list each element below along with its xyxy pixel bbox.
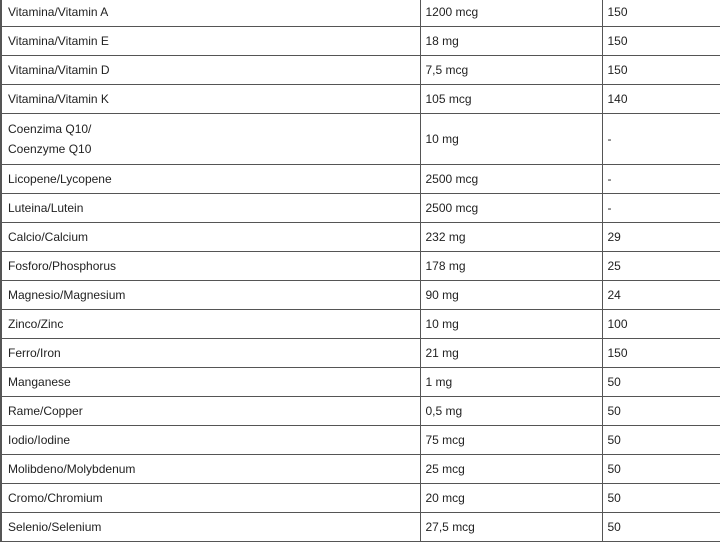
nutrient-name: Iodio/Iodine	[8, 433, 71, 447]
nutrient-name-cell	[1, 281, 420, 310]
table-row	[1, 281, 720, 310]
nutrient-rda-percent: 150	[602, 27, 720, 56]
nutrient-name: Zinco/Zinc	[8, 317, 64, 331]
nutrient-amount: 2500 mcg	[420, 165, 602, 194]
table-row	[1, 426, 720, 455]
table-row	[1, 114, 720, 165]
nutrient-name: Coenzima Q10/	[8, 122, 92, 136]
nutrient-name: Selenio/Selenium	[8, 520, 102, 534]
nutrient-name-cell	[1, 194, 420, 223]
nutrient-name: Vitamina/Vitamin K	[8, 92, 109, 106]
nutrition-table-body	[1, 0, 720, 542]
nutrient-name: Rame/Copper	[8, 404, 83, 418]
table-row	[1, 223, 720, 252]
nutrient-rda-percent: -	[602, 114, 720, 165]
nutrient-amount: 232 mg	[420, 223, 602, 252]
nutrient-name-cell	[1, 56, 420, 85]
nutrient-amount: 25 mcg	[420, 455, 602, 484]
nutrient-name: Ferro/Iron	[8, 346, 61, 360]
nutrient-name-cell	[1, 484, 420, 513]
table-row	[1, 56, 720, 85]
nutrient-name: Cromo/Chromium	[8, 491, 103, 505]
nutrient-amount: 10 mg	[420, 114, 602, 165]
nutrient-rda-percent: 140	[602, 85, 720, 114]
nutrient-rda-percent: 50	[602, 397, 720, 426]
nutrient-name-cell	[1, 165, 420, 194]
nutrient-name-cell	[1, 513, 420, 542]
table-row	[1, 194, 720, 223]
nutrient-name: Vitamina/Vitamin D	[8, 63, 110, 77]
nutrient-name: Calcio/Calcium	[8, 230, 89, 244]
nutrient-name: Vitamina/Vitamin E	[8, 34, 109, 48]
nutrient-amount: 10 mg	[420, 310, 602, 339]
nutrient-rda-percent: 50	[602, 513, 720, 542]
nutrient-rda-percent: -	[602, 194, 720, 223]
nutrient-amount: 0,5 mg	[420, 397, 602, 426]
nutrient-name-cell	[1, 339, 420, 368]
nutrient-rda-percent: 150	[602, 0, 720, 27]
nutrient-name-cell	[1, 85, 420, 114]
nutrient-name-cell	[1, 455, 420, 484]
table-row	[1, 27, 720, 56]
table-row	[1, 397, 720, 426]
nutrient-rda-percent: 50	[602, 455, 720, 484]
nutrient-name: Luteina/Lutein	[8, 201, 84, 215]
table-row	[1, 368, 720, 397]
nutrient-name-cell	[1, 397, 420, 426]
nutrient-name-cell	[1, 252, 420, 281]
nutrient-name: Molibdeno/Molybdenum	[8, 462, 136, 476]
nutrient-name: Coenzyme Q10	[8, 142, 92, 156]
nutrient-amount: 20 mcg	[420, 484, 602, 513]
nutrient-rda-percent: 29	[602, 223, 720, 252]
table-row	[1, 513, 720, 542]
nutrient-rda-percent: 150	[602, 339, 720, 368]
nutrient-rda-percent: 150	[602, 56, 720, 85]
nutrient-rda-percent: 50	[602, 368, 720, 397]
nutrient-name: Licopene/Lycopene	[8, 172, 112, 186]
nutrient-name: Magnesio/Magnesium	[8, 288, 126, 302]
nutrient-amount: 21 mg	[420, 339, 602, 368]
nutrient-rda-percent: 50	[602, 426, 720, 455]
table-row	[1, 0, 720, 27]
table-row	[1, 85, 720, 114]
nutrient-name-cell	[1, 426, 420, 455]
nutrient-name-cell	[1, 114, 420, 165]
nutrient-name-cell	[1, 27, 420, 56]
nutrient-amount: 27,5 mcg	[420, 513, 602, 542]
nutrient-rda-percent: 24	[602, 281, 720, 310]
nutrient-amount: 18 mg	[420, 27, 602, 56]
nutrient-amount: 90 mg	[420, 281, 602, 310]
nutrient-name: Fosforo/Phosphorus	[8, 259, 117, 273]
nutrient-rda-percent: 50	[602, 484, 720, 513]
nutrient-name-cell	[1, 223, 420, 252]
nutrient-rda-percent: 100	[602, 310, 720, 339]
table-row	[1, 310, 720, 339]
nutrient-amount: 178 mg	[420, 252, 602, 281]
nutrient-rda-percent: 25	[602, 252, 720, 281]
table-row	[1, 165, 720, 194]
nutrient-name: Manganese	[8, 375, 71, 389]
nutrient-amount: 2500 mcg	[420, 194, 602, 223]
nutrient-name-cell	[1, 310, 420, 339]
table-row	[1, 339, 720, 368]
nutrient-rda-percent: -	[602, 165, 720, 194]
nutrient-name-cell	[1, 368, 420, 397]
table-row	[1, 484, 720, 513]
table-row	[1, 252, 720, 281]
nutrient-name: Vitamina/Vitamin A	[8, 5, 109, 19]
nutrient-amount: 75 mcg	[420, 426, 602, 455]
nutrient-name-cell	[1, 0, 420, 27]
nutrient-amount: 7,5 mcg	[420, 56, 602, 85]
nutrient-amount: 1200 mcg	[420, 0, 602, 27]
nutrient-amount: 105 mcg	[420, 85, 602, 114]
nutrient-amount: 1 mg	[420, 368, 602, 397]
table-row	[1, 455, 720, 484]
